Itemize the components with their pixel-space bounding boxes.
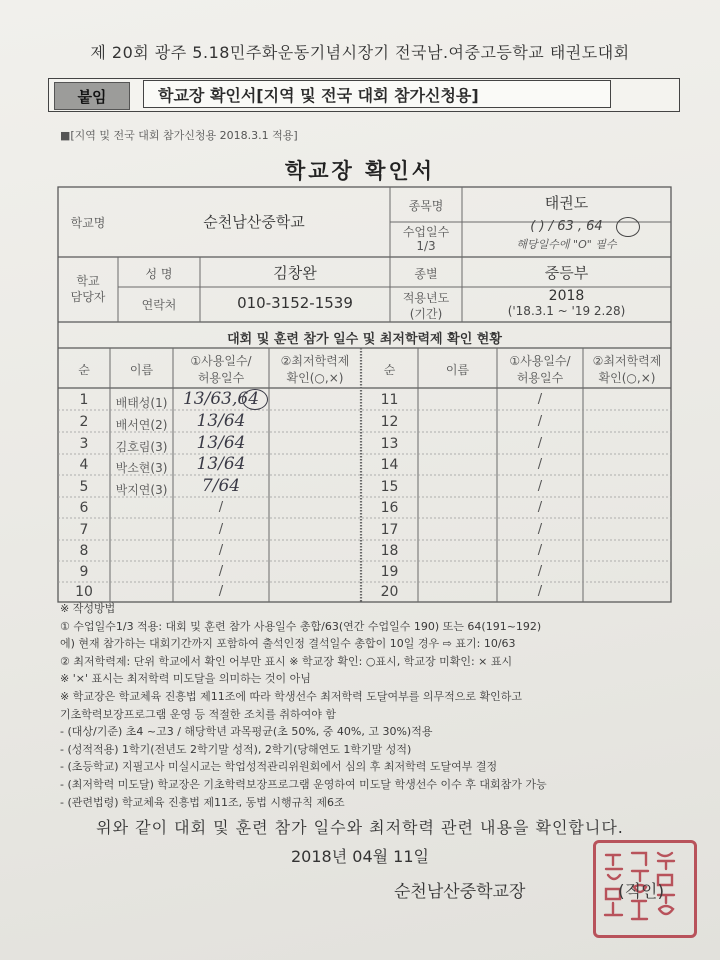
class-days-hint: 해당일수에 "O" 필수 <box>516 238 617 251</box>
table-caption: 대회 및 훈련 참가 일수 및 최저학력제 확인 현황 <box>227 332 502 347</box>
table-row-days: / <box>537 500 543 515</box>
instruction-line: - (최저학력 미도달) 학교장은 기초학력보장프로그램 운영하여 미도달 학생선수 이수 후 대회참가 가능 <box>60 777 547 791</box>
header-name-left: 이름 <box>129 363 154 377</box>
seal-mark-label: (직인) <box>618 882 665 902</box>
table-row-no: 16 <box>380 500 399 516</box>
header-no-left: 순 <box>78 363 90 377</box>
table-row-days: / <box>537 543 543 558</box>
contact-group-label-2: 담당자 <box>70 290 106 304</box>
header-days-right: ①사용일수/ <box>509 354 571 368</box>
table-row-days: / <box>537 436 543 451</box>
instruction-line: ② 최저학력제: 단위 학교에서 확인 어부만 표시 ※ 학교장 확인: ○표시, 학교장 미확인: × 표시 <box>60 654 513 668</box>
class-days-value: ( ) / 63 , 64 <box>530 219 603 234</box>
attachment-badge: 붙임 <box>54 82 130 110</box>
applicability-note: ■[지역 및 전국 대회 참가신청용 2018.3.1 적용] <box>60 129 298 142</box>
table-row-days: / <box>537 414 543 429</box>
year-value: 2018 <box>548 288 585 304</box>
instruction-line: ① 수업일수1/3 적용: 대회 및 훈련 참가 사용일수 총합/63(연간 수업일수 190) 또는 64(191~192) <box>60 619 542 633</box>
sport-label: 종목명 <box>408 199 444 213</box>
class-days-fraction-label: 1/3 <box>416 239 436 253</box>
table-row-name: 김호림(3) <box>115 440 168 454</box>
table-row-name: 배태성(1) <box>115 396 168 410</box>
table-row-name: 배서연(2) <box>115 418 168 432</box>
table-row-days: / <box>537 584 543 599</box>
header-check-left: ②최저학력제 <box>280 354 350 368</box>
table-row-no: 15 <box>380 479 399 495</box>
table-row-days: 13/64 <box>196 454 246 474</box>
instruction-line: ※ '×' 표시는 최저학력 미도달을 의미하는 것이 아님 <box>60 672 311 686</box>
contact-name: 김창완 <box>273 264 317 282</box>
instructions-title: ※ 작성방법 <box>60 602 116 615</box>
contact-group-label: 학교 <box>76 274 100 288</box>
table-row-no: 8 <box>79 543 89 559</box>
table-row-days: / <box>537 479 543 494</box>
table-row-no: 20 <box>380 584 399 600</box>
table-row-days: 7/64 <box>201 476 241 496</box>
school-label: 학교명 <box>70 216 106 230</box>
issue-date: 2018년 04월 11일 <box>291 847 429 866</box>
class-days-label: 수업일수 <box>402 225 450 239</box>
table-row-days: / <box>218 584 224 599</box>
table-row-days: / <box>218 564 224 579</box>
category-value: 중등부 <box>544 264 589 282</box>
table-row-days: / <box>218 500 224 515</box>
school-name: 순천남산중학교 <box>203 213 305 231</box>
table-row-no: 1 <box>79 392 89 408</box>
name-label: 성 명 <box>145 267 173 281</box>
principal-signer: 순천남산중학교장 <box>394 882 526 902</box>
table-row-days: / <box>218 543 224 558</box>
table-row-days: / <box>537 564 543 579</box>
table-row-no: 12 <box>380 414 399 430</box>
table-row-no: 11 <box>380 392 399 408</box>
table-row-no: 4 <box>79 457 89 473</box>
table-row-days: / <box>218 522 224 537</box>
instruction-line: 기초학력보장프로그램 운영 등 적절한 조치를 취하여야 함 <box>60 707 337 721</box>
table-row-no: 14 <box>380 457 399 473</box>
table-row-no: 9 <box>79 564 89 580</box>
instruction-line: - (초등학교) 지필고사 미실시교는 학업성적관리위원회에서 심의 후 최저학력 도달여부 결정 <box>60 760 498 774</box>
table-row-no: 5 <box>79 479 89 495</box>
selected-days-circle <box>242 389 268 410</box>
sport-value: 태권도 <box>544 194 589 212</box>
table-row-days: / <box>537 457 543 472</box>
confirmation-statement: 위와 같이 대회 및 훈련 참가 일수와 최저학력 관련 내용을 확인합니다. <box>96 818 624 837</box>
table-row-days: 13/63,64 <box>182 389 260 409</box>
writing-instructions <box>60 600 700 811</box>
header-days-left: ①사용일수/ <box>190 354 252 368</box>
table-row-no: 13 <box>380 436 399 452</box>
header-name-right: 이름 <box>445 363 470 377</box>
category-label: 종별 <box>414 267 438 281</box>
document-type-title: 학교장 확인서[지역 및 전국 대회 참가신청용] <box>143 80 611 108</box>
form-title: 학교장 확인서 <box>284 159 436 183</box>
table-row-name: 박지연(3) <box>115 483 168 497</box>
period-value: ('18.3.1 ~ '19 2.28) <box>507 304 626 318</box>
header-no-right: 순 <box>383 363 396 377</box>
contact-phone: 010-3152-1539 <box>237 294 353 312</box>
table-row-days: 13/64 <box>196 411 246 431</box>
table-row-days: / <box>537 392 543 407</box>
header-check-left-2: 확인(○,×) <box>286 371 344 385</box>
selected-days-circle <box>616 217 640 237</box>
instruction-line: ※ 학교장은 학교체육 진흥법 제11조에 따라 학생선수 최저학력 도달여부를 의무적으로 확인하고 <box>60 689 522 703</box>
table-row-no: 17 <box>380 522 399 538</box>
table-row-no: 2 <box>79 414 89 430</box>
table-row-no: 19 <box>380 564 399 580</box>
table-row-no: 3 <box>79 436 89 452</box>
instruction-line: 에) 현재 참가하는 대회기간까지 포함하여 출석인정 결석일수 총합이 10일 경우 ⇨ 표기: 10/63 <box>60 637 516 651</box>
table-row-no: 18 <box>380 543 399 559</box>
table-row-no: 7 <box>79 522 89 538</box>
event-title: 제 20회 광주 5.18민주화운동기념시장기 전국남.여중고등학교 태권도대회 <box>90 43 630 62</box>
table-row-no: 6 <box>79 500 89 516</box>
instruction-line: - (관련법령) 학교체육 진흥법 제11조, 동법 시행규칙 제6조 <box>60 795 345 809</box>
instruction-line: - (성적적용) 1학기(전년도 2학기말 성적), 2학기(당해연도 1학기말 성적) <box>60 742 412 756</box>
year-label: 적용년도 <box>402 291 450 305</box>
table-row-name: 박소현(3) <box>115 461 168 475</box>
phone-label: 연락처 <box>141 298 177 312</box>
instruction-line: - (대상/기준) 초4 ~고3 / 해당학년 과목평균(초 50%, 중 40%, 고 30%)적용 <box>60 725 433 739</box>
header-check-right: ②최저학력제 <box>592 354 662 368</box>
header-check-right-2: 확인(○,×) <box>598 371 656 385</box>
table-row-days: / <box>537 522 543 537</box>
table-row-no: 10 <box>75 584 93 600</box>
header-days-left-2: 허용일수 <box>197 371 245 385</box>
table-row-days: 13/64 <box>196 433 246 453</box>
year-period-label: (기간) <box>409 307 443 321</box>
header-days-right-2: 허용일수 <box>516 371 564 385</box>
